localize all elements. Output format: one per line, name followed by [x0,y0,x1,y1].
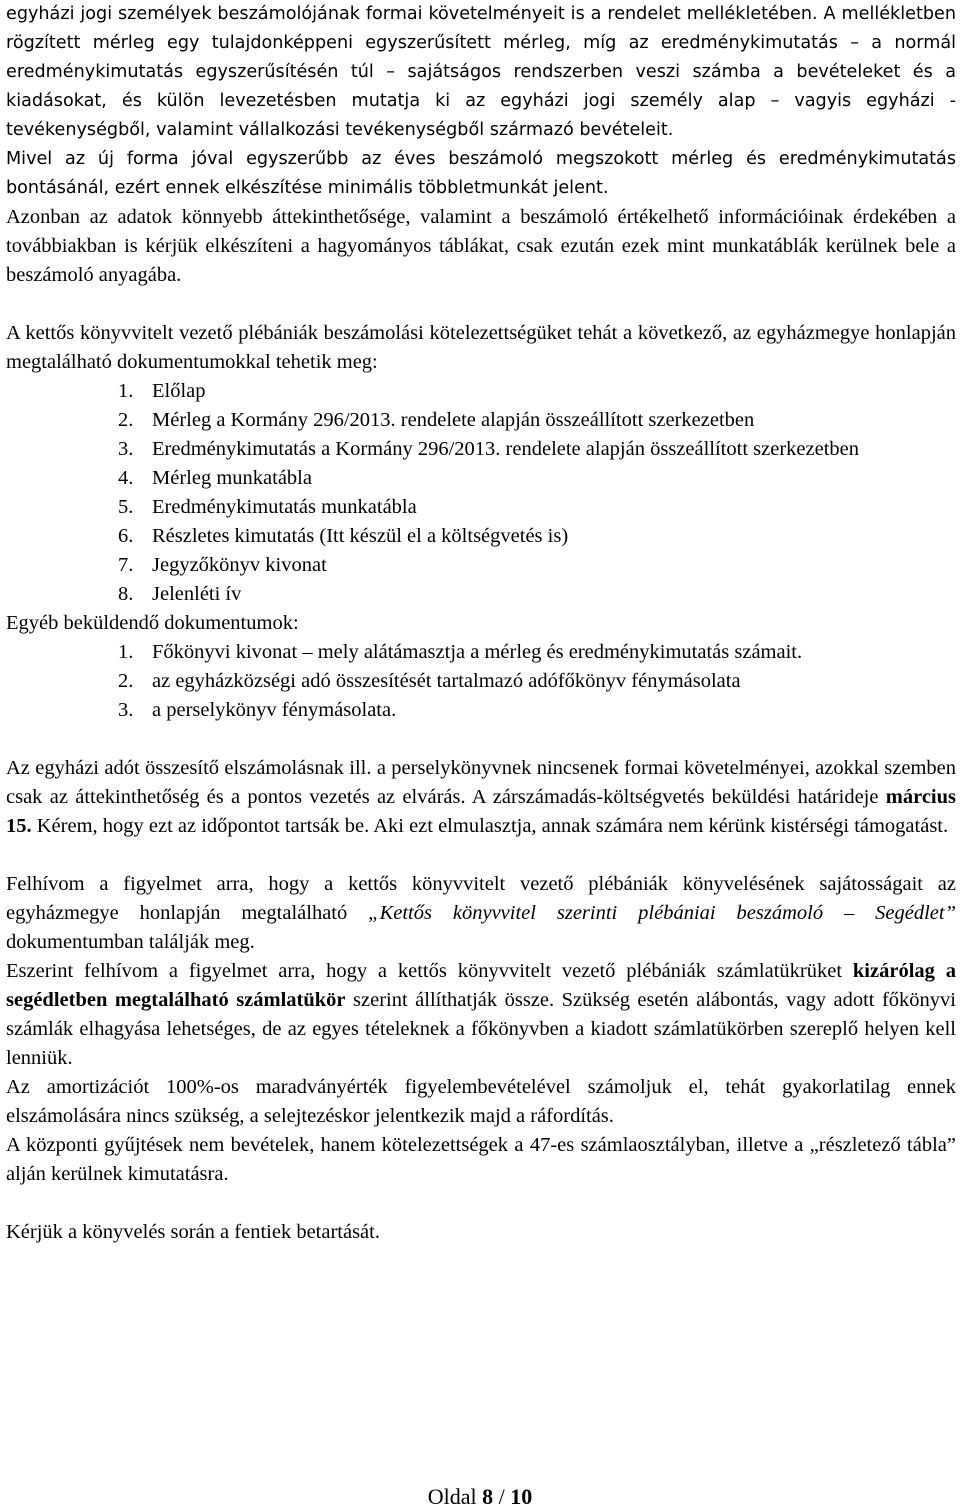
document-page [6,0,956,1247]
paragraph-central-collections: A központi gyűjtések nem bevételek, hanem kötelezettségek a 47-es számlaosztályban, illetve a „részletező tábla” alján kerülnek kimutatásra. [6,1134,956,1185]
paragraph-intro: A kettős könyvvitelt vezető plébániák beszámolási kötelezettségüket tehát a következő, az egyházmegye honlapján megtalálható dokumentumokkal tehetik meg: [6,322,956,373]
paragraph-new-form: Mivel az új forma jóval egyszerűbb az éves beszámoló megszokott mérleg és eredménykimutatás bontásánál, ezért ennek elkészítése minimális többletmunkát jelent. [6,149,956,198]
list-item: 8. Jelenléti ív [118,583,242,605]
list-item: 1. Főkönyvi kivonat – mely alátámasztja a mérleg és eredménykimutatás számait. [118,641,803,663]
paragraph-report-requirements: egyházi jogi személyek beszámolójának formai követelményeit is a rendelet mellékletében. A mellékletben rögzített mérleg egy tulajdonképpeni egyszerűsített mérleg, míg az eredménykimutatás – a normál eredménykimutatás egyszerűsítésén túl – sajátságos rendszerben veszi számba a bevételeket és a kiadásokat, és külön levezetésben mutatja ki az egyházi jogi személy alap – vagyis egyházi - tevékenységből, valamint vállalkozási tevékenységből származó bevételeit. [6,4,956,140]
other-document-list [6,638,956,725]
list-item: 2. Mérleg a Kormány 296/2013. rendelete alapján összeállított szerkezetben [118,409,755,431]
guide-document-title: „Kettős könyvvitel szerinti plébániai beszámoló – Segédlet” [368,902,957,924]
emphasis-chart-of-accounts: kizárólag a segédletben megtalálható számlatükör [6,960,956,1011]
page-number-total: 10 [510,1484,533,1509]
list-item: 1. Előlap [118,380,206,402]
deadline-date: március 15. [6,786,956,837]
document-list [6,377,956,609]
spacer [6,725,956,754]
list-item: 7. Jegyzőkönyv kivonat [118,554,327,576]
list-item: 5. Eredménykimutatás munkatábla [118,496,417,518]
spacer [6,841,956,870]
spacer [6,1189,956,1218]
paragraph-amortization: Az amortizációt 100%-os maradványérték figyelembevételével számoljuk el, tehát gyakorlatilag ennek elszámolására nincs szükség, a selejtezéskor jelentkezik majd a ráfordítás. [6,1076,956,1127]
page-footer: Oldal 8 / 10 [427,1484,533,1509]
list-item: 3. a perselykönyv fénymásolata. [118,699,397,721]
paragraph-work-tables: Azonban az adatok könnyebb áttekinthetősége, valamint a beszámoló értékelhető információinak érdekében a továbbiakban is kérjük elkészíteni a hagyományos táblákat, csak ezután ezek mint munkatáblák kerülnek bele a beszámoló anyagába. [6,206,956,286]
list-item: 2. az egyházközségi adó összesítését tartalmazó adófőkönyv fénymásolata [118,670,741,692]
paragraph-tax-deadline: Az egyházi adót összesítő elszámolásnak ill. a perselykönyvnek nincsenek formai követelményei, azokkal szemben csak az áttekinthetőség és a pontos vezetés az elvárás. A zárszámadás-költségvetés beküldési határideje március 15. Kérem, hogy ezt az időpontot tartsák be. Aki ezt elmulasztja, annak számára nem kérünk kistérségi támogatást. [6,757,956,837]
paragraph-chart-of-accounts: Eszerint felhívom a figyelmet arra, hogy a kettős könyvvitelt vezető plébániák számlatükrüket kizárólag a segédletben megtalálható számlatükör szerint állíthatják össze. Szükség esetén alábontás, vagy adott főkönyvi számlák elhagyása lehetséges, de az egyes tételeknek a főkönyvben a kiadott számlatükörben szereplő helyen kell lenniük. [6,960,957,1069]
page-number-current: 8 [482,1484,494,1509]
list-item: 3. Eredménykimutatás a Kormány 296/2013. rendelete alapján összeállított szerkezetben [118,438,859,460]
paragraph-closing: Kérjük a könyvelés során a fentiek betartását. [6,1221,380,1243]
spacer [6,290,956,319]
paragraph-attention: Felhívom a figyelmet arra, hogy a kettős könyvvitelt vezető plébániák könyvelésének sajátosságait az egyházmegye honlapján megtalálható „Kettős könyvvitel szerinti plébániai beszámoló – Segédlet” dokumentumban találják meg. [6,873,957,953]
other-documents-heading: Egyéb beküldendő dokumentumok: [6,612,299,634]
list-item: 4. Mérleg munkatábla [118,467,312,489]
list-item: 6. Részletes kimutatás (Itt készül el a költségvetés is) [118,525,569,547]
